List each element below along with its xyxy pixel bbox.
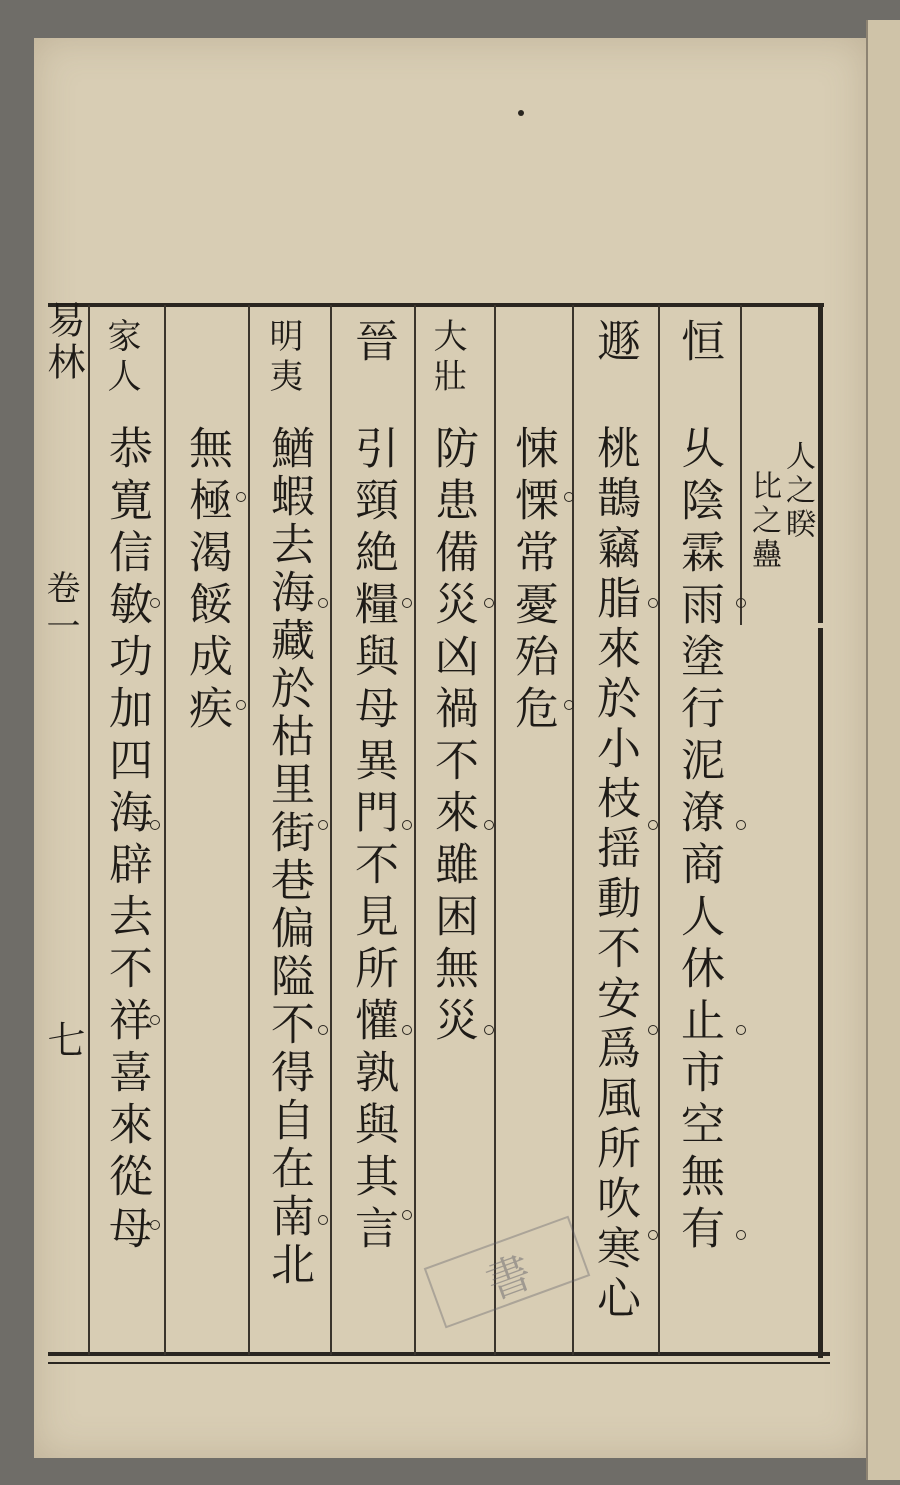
- column-divider: [414, 305, 416, 1355]
- entry-heading: 晉: [347, 318, 398, 370]
- punctuation-mark: [648, 1025, 658, 1035]
- entry-text: 鰌蝦去海藏於枯里街巷偏隘不得自在南北: [263, 425, 314, 1289]
- entry-title-small: 大壯: [427, 318, 467, 398]
- punctuation-mark: [648, 820, 658, 830]
- punctuation-mark: [318, 598, 328, 608]
- frame-right-rule-upper: [818, 303, 823, 623]
- punctuation-mark: [484, 598, 494, 608]
- entry-title-small: 家人: [101, 318, 141, 398]
- margin-title: 易林: [41, 300, 85, 384]
- entry-text: 乆陰霖雨塗行泥潦商人休止市空無有: [673, 425, 724, 1257]
- punctuation-mark: [648, 1230, 658, 1240]
- adjacent-page-edge: [866, 20, 900, 1480]
- punctuation-mark: [318, 1025, 328, 1035]
- punctuation-mark: [150, 1220, 160, 1230]
- punctuation-mark: [150, 1015, 160, 1025]
- column-divider: [164, 305, 166, 1355]
- entry-text: 引頸絶糧與母異門不見所懽孰與其言: [347, 425, 398, 1257]
- punctuation-mark: [150, 598, 160, 608]
- punctuation-mark: [564, 492, 574, 502]
- punctuation-mark: [564, 700, 574, 710]
- punctuation-mark: [402, 1025, 412, 1035]
- punctuation-mark: [402, 1210, 412, 1220]
- margin-page-number: 七: [41, 1020, 85, 1062]
- punctuation-mark: [150, 820, 160, 830]
- entry-text: 桃鵲竊脂來於小枝揺動不安爲風所吹寒心: [589, 425, 640, 1325]
- punctuation-mark: [736, 820, 746, 830]
- punctuation-mark: [484, 820, 494, 830]
- seal-stamp: 書: [424, 1216, 591, 1329]
- column-divider: [248, 305, 250, 1355]
- frame-right-rule-lower: [818, 628, 823, 1358]
- column-divider: [740, 305, 742, 625]
- column-divider: [88, 305, 90, 1355]
- punctuation-mark: [236, 700, 246, 710]
- punctuation-mark: [736, 1025, 746, 1035]
- entry-heading: 恒: [673, 318, 724, 370]
- entry-text: 防患備災凶禍不來雖困無災: [427, 425, 478, 1049]
- punctuation-mark: [736, 1230, 746, 1240]
- entry-title-small: 明夷: [263, 318, 303, 398]
- column-divider: [330, 305, 332, 1355]
- punctuation-mark: [648, 598, 658, 608]
- punctuation-mark: [318, 820, 328, 830]
- frame-bottom-rule-thin: [48, 1362, 830, 1364]
- punctuation-mark: [402, 820, 412, 830]
- column-divider: [494, 305, 496, 1355]
- note-line-1: 人之睽: [780, 440, 815, 542]
- column-divider: [572, 305, 574, 1355]
- column-divider: [658, 305, 660, 1355]
- entry-text-continuation: 悚慄常憂殆危: [507, 425, 558, 737]
- margin-volume: 卷一: [40, 570, 80, 646]
- entry-text-continuation: 無極渴餒成疾: [181, 425, 232, 737]
- entry-text: 恭寛信敏功加四海辟去不祥喜來從母: [101, 425, 152, 1257]
- punctuation-mark: [736, 598, 746, 608]
- entry-heading: 遯: [589, 318, 640, 370]
- punctuation-mark: [402, 598, 412, 608]
- ink-spot: [518, 110, 524, 116]
- punctuation-mark: [236, 492, 246, 502]
- punctuation-mark: [484, 1025, 494, 1035]
- punctuation-mark: [318, 1215, 328, 1225]
- note-line-2: 比之蠱: [746, 470, 781, 572]
